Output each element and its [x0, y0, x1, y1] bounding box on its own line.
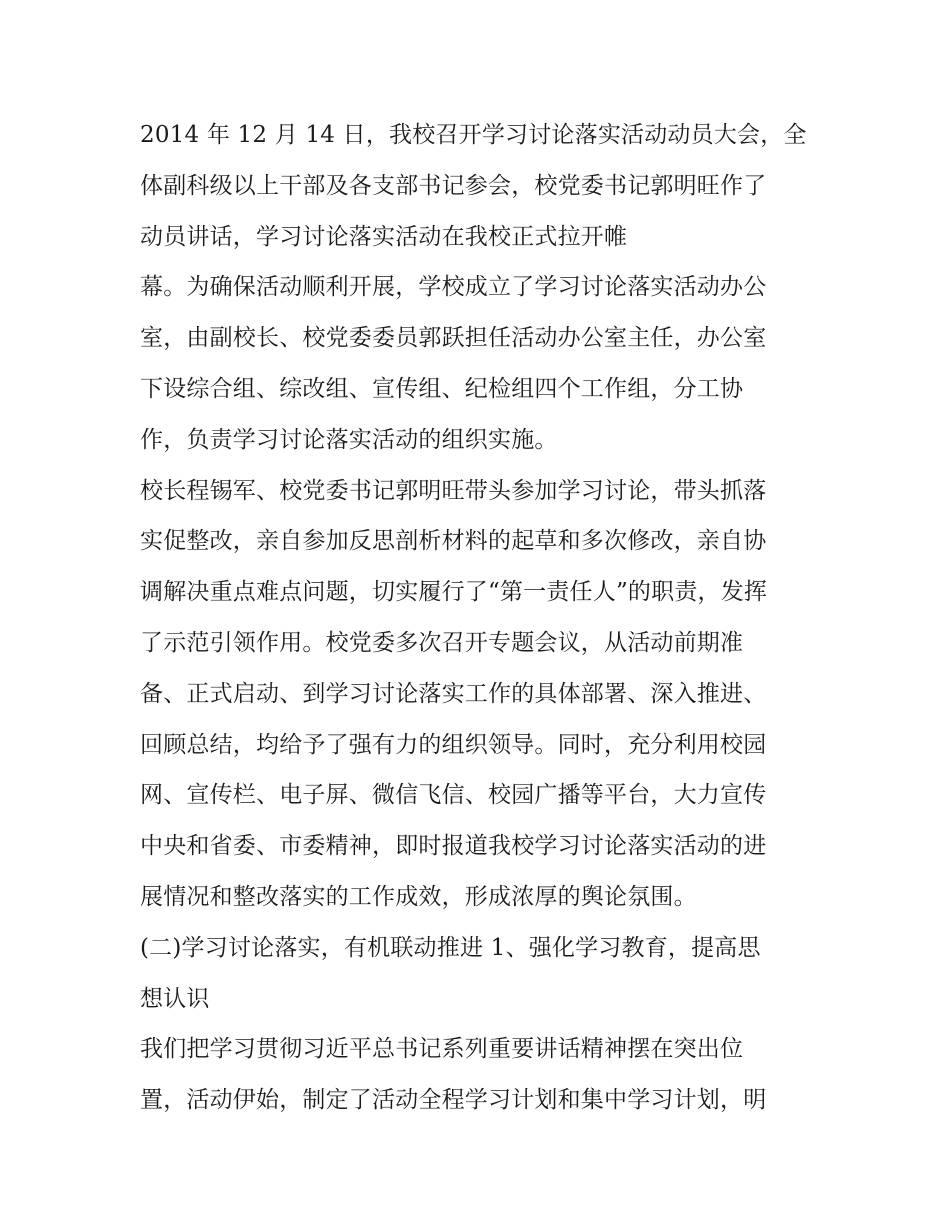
text-line: 回顾总结，均给予了强有力的组织领导。同时，充分利用校园 — [140, 731, 767, 758]
text-line: 置，活动伊始，制定了活动全程学习计划和集中学习计划，明 — [140, 1087, 767, 1114]
text-line: 室，由副校长、校党委委员郭跃担任活动办公室主任，办公室 — [140, 325, 767, 352]
text-line: 动员讲话，学习讨论落实活动在我校正式拉开帷 — [140, 223, 628, 250]
section-heading-line: (二)学习讨论落实，有机联动推进 1、强化学习教育，提高思 — [140, 934, 761, 961]
text-line: 网、宣传栏、电子屏、微信飞信、校园广播等平台，大力宣传 — [140, 782, 767, 809]
text-line: 2014 年 12 月 14 日，我校召开学习讨论落实活动动员大会，全 — [140, 122, 807, 148]
text-line: 幕。为确保活动顺利开展，学校成立了学习讨论落实活动办公 — [140, 274, 767, 301]
text-line: 调解决重点难点问题，切实履行了“第一责任人”的职责，发挥 — [140, 579, 768, 606]
text-line: 了示范引领作用。校党委多次召开专题会议，从活动前期准 — [140, 629, 744, 656]
text-line: 体副科级以上干部及各支部书记参会，校党委书记郭明旺作了 — [140, 172, 767, 199]
text-line: 备、正式启动、到学习讨论落实工作的具体部署、深入推进、 — [140, 680, 767, 707]
text-line: 作，负责学习讨论落实活动的组织实施。 — [140, 426, 558, 453]
document-body — [140, 110, 820, 1126]
section-heading-line: 想认识 — [140, 985, 210, 1012]
text-line: 我们把学习贯彻习近平总书记系列重要讲话精神摆在突出位 — [140, 1036, 744, 1063]
text-line: 展情况和整改落实的工作成效，形成浓厚的舆论氛围。 — [140, 883, 697, 910]
text-line: 下设综合组、综改组、宣传组、纪检组四个工作组，分工协 — [140, 375, 744, 402]
text-line: 中央和省委、市委精神，即时报道我校学习讨论落实活动的进 — [140, 833, 767, 860]
text-line: 校长程锡军、校党委书记郭明旺带头参加学习讨论，带头抓落 — [140, 477, 767, 504]
text-line: 实促整改，亲自参加反思剖析材料的起草和多次修改，亲自协 — [140, 528, 767, 555]
